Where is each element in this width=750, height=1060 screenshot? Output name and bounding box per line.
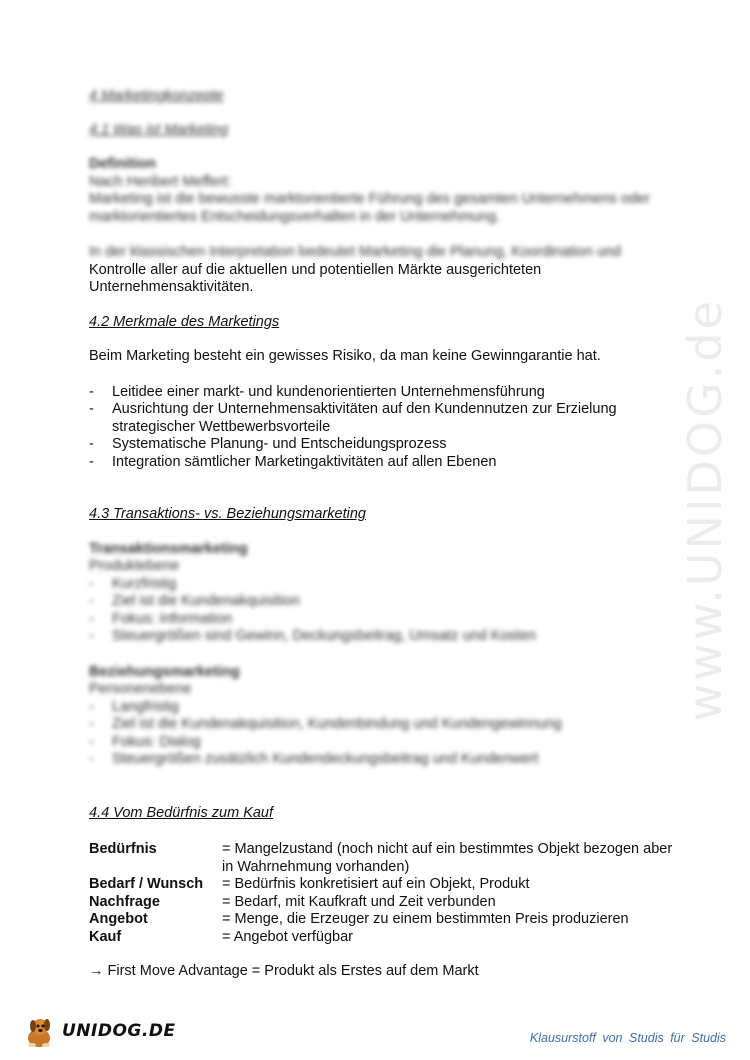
list-item: - Steuergrößen sind Gewinn, Deckungsbeitrag, Umsatz und Kosten <box>89 628 679 646</box>
list-item: - Integration sämtlicher Marketingaktivitäten auf allen Ebenen <box>89 454 679 472</box>
definition-title: Definition <box>89 156 156 172</box>
list-item: - Ausrichtung der Unternehmensaktivitäten auf den Kundennutzen zur Erzielung strategischer Wettbewerbsvorteile <box>89 401 679 436</box>
beziehungsmarketing-sub: Personenebene <box>89 681 192 697</box>
dog-mascot-icon <box>22 1014 58 1050</box>
list-item: - Ziel ist die Kundenakquisition <box>89 593 679 611</box>
definition-term: Bedürfnis <box>89 841 157 857</box>
beziehungsmarketing-title: Beziehungsmarketing <box>89 663 240 680</box>
transaktionsmarketing-sub: Produktebene <box>89 558 180 574</box>
list-item: - Systematische Planung- und Entscheidungsprozess <box>89 436 679 454</box>
definition-row <box>89 841 679 876</box>
definition-desc: = Menge, die Erzeuger zu einem bestimmten Preis produzieren <box>222 911 629 927</box>
list-item: - Fokus: Dialog <box>89 734 679 752</box>
definition-row <box>89 929 679 947</box>
list-item: - Steuergrößen zusätzlich Kundendeckungsbeitrag und Kundenwert <box>89 751 679 769</box>
section-4-4-heading: 4.4 Vom Bedürfnis zum Kauf <box>89 804 274 821</box>
document-content <box>89 88 679 981</box>
definition-desc: = Bedürfnis konkretisiert auf ein Objekt, Produkt <box>222 876 530 892</box>
section-4-2-heading: 4.2 Merkmale des Marketings <box>89 313 280 330</box>
list-item: - Langfristig <box>89 699 679 717</box>
section-4-2-intro: Beim Marketing besteht ein gewisses Risiko, da man keine Gewinngarantie hat. <box>89 348 601 364</box>
watermark-text: www.UNIDOG.de <box>678 298 733 722</box>
definition-row <box>89 911 679 929</box>
interpretation-line-2: Kontrolle aller auf die aktuellen und potentiellen Märkte ausgerichteten <box>89 261 542 278</box>
transaktionsmarketing-block <box>89 541 679 646</box>
beziehungsmarketing-block <box>89 664 679 769</box>
interpretation-line-1: In der klassischen Interpretation bedeutet Marketing die Planung, Koordination und <box>89 244 622 260</box>
conclusion-line: → First Move Advantage = Produkt als Erstes auf dem Markt <box>89 963 479 979</box>
definition-desc: = Mangelzustand (noch nicht auf ein bestimmtes Objekt bezogen aber in Wahrnehmung vorhanden) <box>222 841 673 875</box>
logo-text: UNIDOG.DE <box>62 1021 176 1042</box>
definition-desc: = Bedarf, mit Kaufkraft und Zeit verbunden <box>222 893 496 910</box>
definition-source: Nach Heribert Meffert: <box>89 173 232 190</box>
list-item: - Fokus: Information <box>89 611 679 629</box>
transaktionsmarketing-title: Transaktionsmarketing <box>89 540 248 557</box>
definition-desc: = Angebot verfügbar <box>222 928 354 945</box>
watermark <box>676 280 736 740</box>
definition-row <box>89 876 679 894</box>
definition-text: Marketing ist die bewusste marktorientierte Führung des gesamten Unternehmens oder marktorientiertes Entscheidungsverhalten in der Unternehmung. <box>89 191 650 225</box>
list-item: - Kurzfristig <box>89 576 679 594</box>
transaktionsmarketing-list <box>89 576 679 646</box>
section-4-1-heading: 4.1 Was ist Marketing <box>89 121 229 138</box>
definition-term: Bedarf / Wunsch <box>89 876 204 892</box>
footer-tagline: Klausurstoff von Studis für Studis <box>529 1031 726 1045</box>
definitions-list <box>89 841 679 946</box>
merkmale-list <box>89 384 679 472</box>
unidog-logo <box>22 1014 176 1050</box>
interpretation-line-3: Unternehmensaktivitäten. <box>89 279 254 295</box>
section-4-3-heading: 4.3 Transaktions- vs. Beziehungsmarketing <box>89 506 366 522</box>
section-4-title: 4 Marketingkonzepte <box>89 88 224 104</box>
beziehungsmarketing-list <box>89 699 679 769</box>
definition-row <box>89 894 679 912</box>
list-item: - Ziel ist die Kundenakquisition, Kundenbindung und Kundengewinnung <box>89 716 679 734</box>
definition-term: Kauf <box>89 928 122 945</box>
definition-term: Nachfrage <box>89 893 160 910</box>
definition-term: Angebot <box>89 911 148 927</box>
list-item: - Leitidee einer markt- und kundenorientierten Unternehmensführung <box>89 384 679 402</box>
